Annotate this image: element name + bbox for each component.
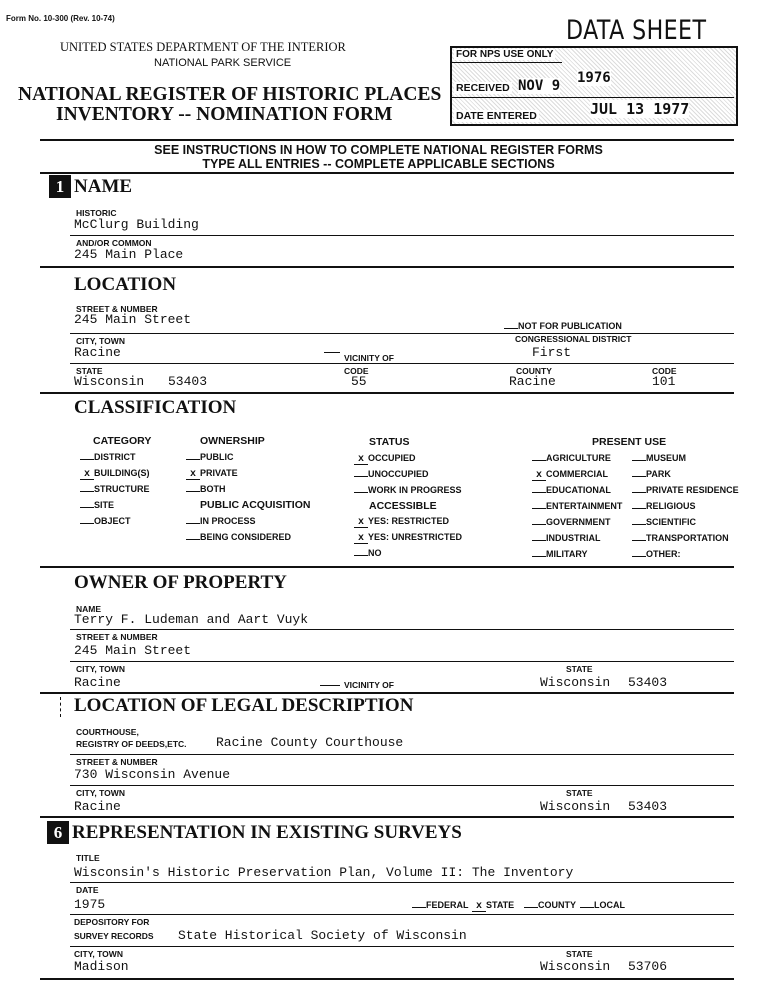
survey-city-value[interactable]: Madison (74, 959, 129, 974)
section-title-legal: LOCATION OF LEGAL DESCRIPTION (74, 695, 414, 716)
category-list (80, 452, 150, 532)
not-for-publication-label: NOT FOR PUBLICATION (518, 321, 622, 331)
present-use-heading: PRESENT USE (592, 436, 667, 448)
accessible-heading: ACCESSIBLE (369, 500, 437, 512)
owner-state-value[interactable]: Wisconsin (540, 675, 611, 690)
data-sheet-label: DATA SHEET (566, 15, 707, 46)
owner-city-value[interactable]: Racine (74, 675, 121, 690)
common-label: AND/OR COMMON (76, 238, 152, 248)
section-title-classification: CLASSIFICATION (74, 397, 237, 418)
form-title-line2: INVENTORY -- NOMINATION FORM (56, 104, 393, 125)
instructions-line1: SEE INSTRUCTIONS IN HOW TO COMPLETE NATIONAL REGISTER FORMS (154, 143, 603, 157)
option-other[interactable]: OTHER: (632, 549, 739, 565)
courthouse-label-1: COURTHOUSE, (76, 727, 139, 737)
option-educational[interactable]: EDUCATIONAL (532, 485, 622, 501)
county-code-label: CODE (652, 366, 677, 376)
section-title-name: NAME (74, 176, 133, 197)
survey-state-value[interactable]: Wisconsin (540, 959, 611, 974)
owner-city-label: CITY, TOWN (76, 664, 125, 674)
option-site[interactable]: SITE (80, 500, 150, 516)
location-city-label: CITY, TOWN (76, 336, 125, 346)
not-for-publication-option[interactable] (504, 321, 622, 331)
section-number-1: 1 (49, 175, 71, 198)
present-use-list-1 (532, 453, 622, 565)
common-name-value[interactable]: 245 Main Place (74, 247, 184, 262)
received-label: RECEIVED (456, 82, 510, 94)
option-scientific[interactable]: SCIENTIFIC (632, 517, 739, 533)
owner-name-label: NAME (76, 604, 102, 614)
survey-title-label: TITLE (76, 853, 100, 863)
form-number: Form No. 10-300 (Rev. 10-74) (6, 14, 115, 23)
option-buildings[interactable]: x BUILDING(S) (80, 468, 150, 484)
survey-date-label: DATE (76, 885, 99, 895)
option-object[interactable]: OBJECT (80, 516, 150, 532)
option-public[interactable]: PUBLIC (186, 452, 238, 468)
option-unoccupied[interactable]: UNOCCUPIED (354, 469, 462, 485)
date-entered-stamp: JUL 13 1977 (590, 100, 690, 118)
location-street-label: STREET & NUMBER (76, 304, 158, 314)
owner-street-label: STREET & NUMBER (76, 632, 158, 642)
option-agriculture[interactable]: AGRICULTURE (532, 453, 622, 469)
option-in-process[interactable]: IN PROCESS (186, 516, 291, 532)
location-street-value[interactable]: 245 Main Street (74, 312, 192, 327)
owner-vicinity-label: VICINITY OF (344, 680, 394, 690)
date-entered-label: DATE ENTERED (456, 110, 537, 122)
option-being-considered[interactable]: BEING CONSIDERED (186, 532, 291, 548)
present-use-list-2 (632, 453, 739, 565)
congress-district-label: CONGRESSIONAL DISTRICT (515, 334, 632, 344)
option-park[interactable]: PARK (632, 469, 739, 485)
ownership-list (186, 452, 238, 500)
location-city-value[interactable]: Racine (74, 345, 121, 360)
status-heading: STATUS (369, 436, 410, 448)
ownership-heading: OWNERSHIP (200, 435, 265, 447)
received-stamp: NOV 9 (518, 78, 561, 94)
survey-zip-value[interactable]: 53706 (628, 959, 668, 974)
owner-name-value[interactable]: Terry F. Ludeman and Aart Vuyk (74, 612, 309, 627)
option-federal[interactable]: FEDERAL (412, 900, 469, 910)
legal-zip-value[interactable]: 53403 (628, 799, 668, 814)
legal-city-label: CITY, TOWN (76, 788, 125, 798)
section-number-6: 6 (47, 821, 69, 844)
option-structure[interactable]: STRUCTURE (80, 484, 150, 500)
instructions-line2: TYPE ALL ENTRIES -- COMPLETE APPLICABLE SECTIONS (202, 157, 555, 171)
section-title-surveys: REPRESENTATION IN EXISTING SURVEYS (72, 822, 462, 843)
option-government[interactable]: GOVERNMENT (532, 517, 622, 533)
depository-label-2: SURVEY RECORDS (74, 931, 154, 941)
courthouse-value[interactable]: Racine County Courthouse (216, 735, 404, 750)
location-state-value[interactable]: Wisconsin (74, 374, 145, 389)
option-industrial[interactable]: INDUSTRIAL (532, 533, 622, 549)
public-acquisition-heading: PUBLIC ACQUISITION (200, 499, 311, 511)
section-title-owner: OWNER OF PROPERTY (74, 572, 287, 593)
option-transportation[interactable]: TRANSPORTATION (632, 533, 739, 549)
accessible-list (354, 516, 462, 564)
option-museum[interactable]: MUSEUM (632, 453, 739, 469)
location-vicinity-label: VICINITY OF (344, 353, 394, 363)
option-both[interactable]: BOTH (186, 484, 238, 500)
option-religious[interactable]: RELIGIOUS (632, 501, 739, 517)
option-local[interactable]: LOCAL (580, 900, 625, 910)
option-state[interactable]: x STATE (472, 900, 514, 912)
form-title-line1: NATIONAL REGISTER OF HISTORIC PLACES (18, 84, 442, 105)
legal-street-label: STREET & NUMBER (76, 757, 158, 767)
section-title-location: LOCATION (74, 274, 177, 295)
option-yes-restricted[interactable]: x YES: RESTRICTED (354, 516, 462, 532)
county-code-value[interactable]: 101 (652, 374, 676, 389)
option-no[interactable]: NO (354, 548, 462, 564)
service-name: NATIONAL PARK SERVICE (154, 57, 292, 69)
option-district[interactable]: DISTRICT (80, 452, 150, 468)
historic-label: HISTORIC (76, 208, 117, 218)
legal-street-value[interactable]: 730 Wisconsin Avenue (74, 767, 231, 782)
survey-date-value[interactable]: 1975 (74, 897, 106, 912)
category-heading: CATEGORY (93, 435, 152, 447)
nps-use-only-box (450, 46, 738, 126)
option-private-residence[interactable]: PRIVATE RESIDENCE (632, 485, 739, 501)
owner-zip-value[interactable]: 53403 (628, 675, 668, 690)
historic-name-value[interactable]: McClurg Building (74, 217, 199, 232)
survey-city-label: CITY, TOWN (74, 949, 123, 959)
depository-label-1: DEPOSITORY FOR (74, 917, 150, 927)
option-county[interactable]: COUNTY (524, 900, 576, 910)
received-year-stamp: 1976 (577, 70, 611, 86)
nps-use-only-label: FOR NPS USE ONLY (456, 49, 554, 60)
department-name: UNITED STATES DEPARTMENT OF THE INTERIOR (60, 40, 346, 54)
owner-street-value[interactable]: 245 Main Street (74, 643, 192, 658)
option-entertainment[interactable]: ENTERTAINMENT (532, 501, 622, 517)
county-value[interactable]: Racine (509, 374, 556, 389)
survey-state-label: STATE (566, 949, 593, 959)
congress-district-value[interactable]: First (532, 345, 572, 360)
state-code-label: CODE (344, 366, 369, 376)
legal-state-label: STATE (566, 788, 593, 798)
county-label: COUNTY (516, 366, 552, 376)
status-list (354, 453, 462, 501)
survey-title-value[interactable]: Wisconsin's Historic Preservation Plan, Volume II: The Inventory (74, 865, 574, 880)
option-occupied[interactable]: x OCCUPIED (354, 453, 462, 469)
owner-state-label: STATE (566, 664, 593, 674)
state-code-value[interactable]: 55 (351, 374, 367, 389)
location-state-label: STATE (76, 366, 103, 376)
depository-value[interactable]: State Historical Society of Wisconsin (178, 928, 467, 943)
option-work-in-progress[interactable]: WORK IN PROGRESS (354, 485, 462, 501)
option-commercial[interactable]: x COMMERCIAL (532, 469, 622, 485)
acquisition-list (186, 516, 291, 548)
option-private[interactable]: x PRIVATE (186, 468, 238, 484)
option-yes-unrestricted[interactable]: x YES: UNRESTRICTED (354, 532, 462, 548)
legal-state-value[interactable]: Wisconsin (540, 799, 611, 814)
legal-city-value[interactable]: Racine (74, 799, 121, 814)
courthouse-label-2: REGISTRY OF DEEDS,ETC. (76, 739, 187, 749)
option-military[interactable]: MILITARY (532, 549, 622, 565)
location-zip-value[interactable]: 53403 (168, 374, 208, 389)
